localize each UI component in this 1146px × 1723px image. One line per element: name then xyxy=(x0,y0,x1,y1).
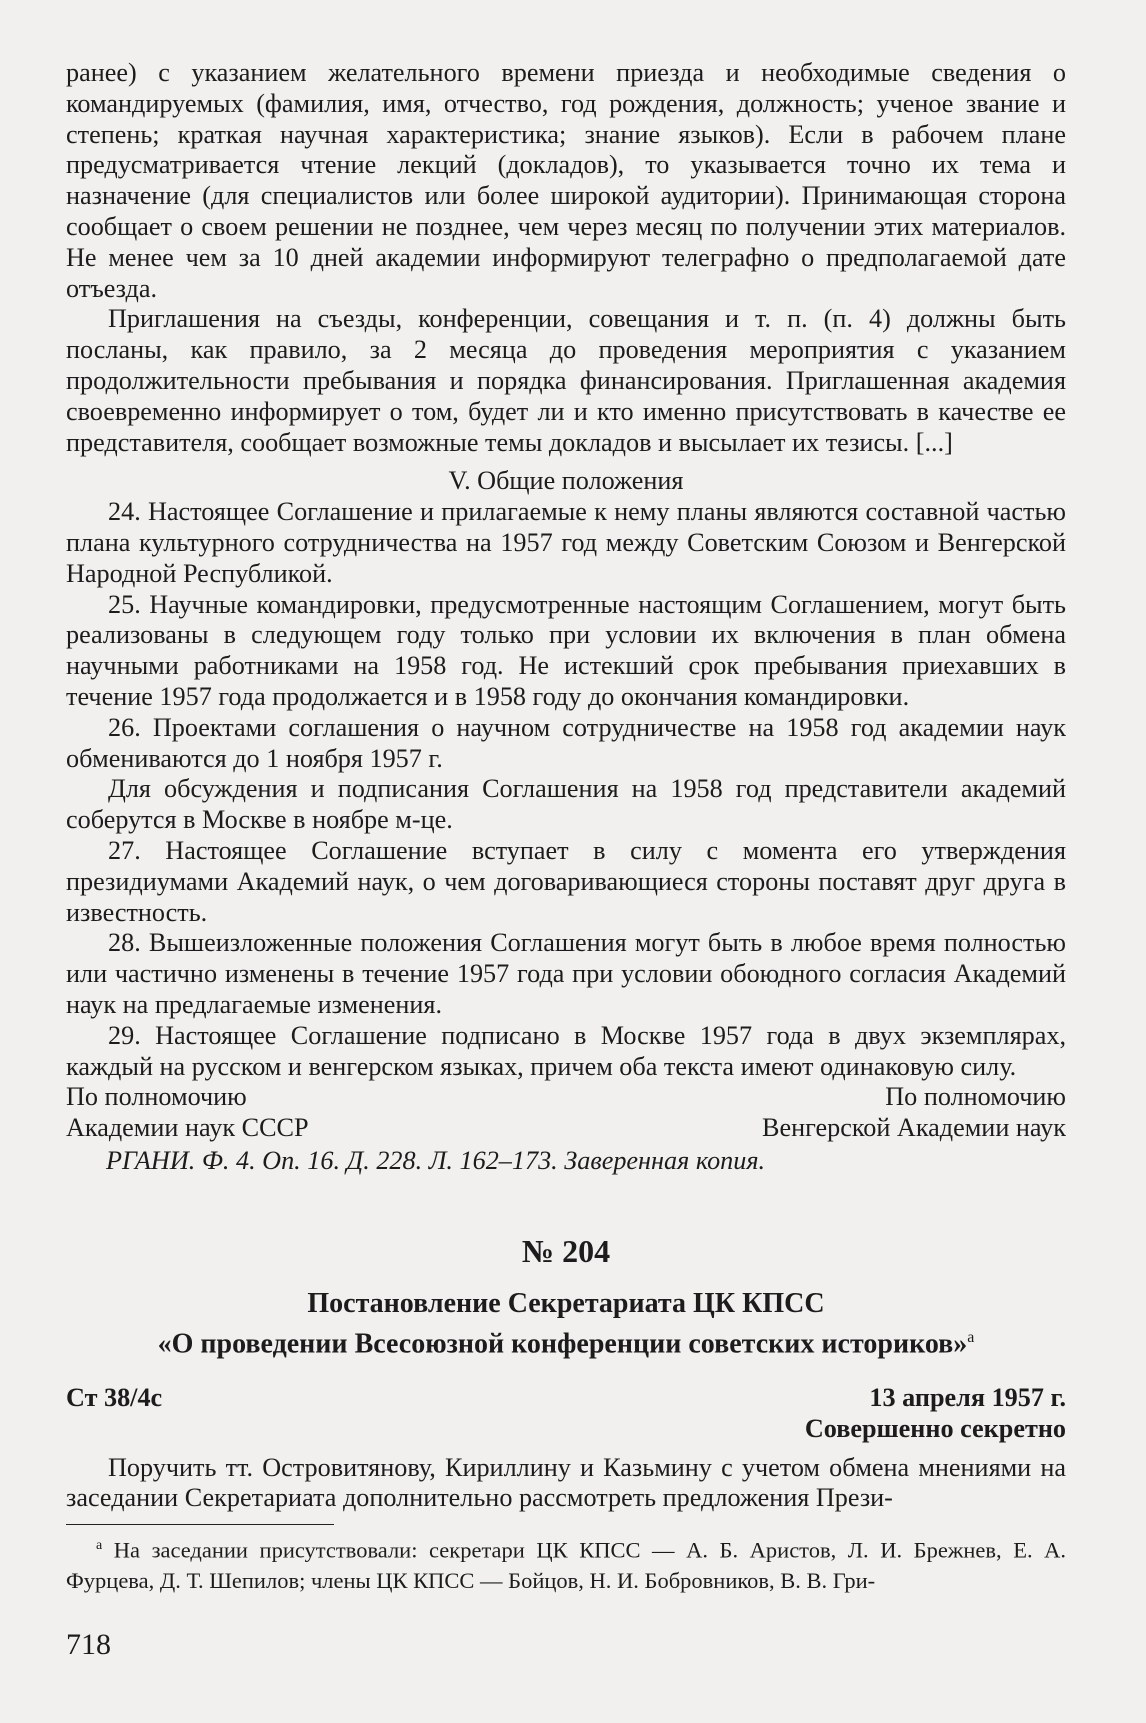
paragraph-24: 24. Настоящее Соглашение и прилагаемые к нему планы являются составной частью плана культурного сотрудничества на 1957 год между Советским Союзом и Венгерской Народной Республикой. xyxy=(66,497,1066,588)
paragraph-top-1: ранее) с указанием желательного времени приезда и необходимые сведения о командируемых (фамилия, имя, отчество, год рождения, должность; ученое звание и степень; краткая научная характеристика; знание языков). Если в рабочем плане предусматривается чтение лекций (докладов), то указывается точно их тема и назначение (для специалистов или более широкой аудитории). Принимающая сторона сообщает о своем решении не позднее, чем через месяц по получении этих материалов. Не менее чем за 10 дней академии информируют телеграфно о предполагаемой дате отъезда. xyxy=(66,58,1066,303)
paragraph-27: 27. Настоящее Соглашение вступает в силу с момента его утверждения президиумами Академий наук, о чем договаривающиеся стороны поставят друг друга в известность. xyxy=(66,835,1066,927)
footnote-text: На заседании присутствовали: секретари ЦК КПСС — А. Б. Аристов, Л. И. Брежнев, Е. А. Фурцева, Д. Т. Шепилов; члены ЦК КПСС — Бойцов, Н. И. Бобровников, В. В. Гри- xyxy=(66,1537,1066,1593)
paragraph-28: 28. Вышеизложенные положения Соглашения могут быть в любое время полностью или частично изменены в течение 1957 года при условии обоюдного согласия Академий наук на предлагаемые изменения. xyxy=(66,928,1066,1019)
paragraph-top-2: Приглашения на съезды, конференции, совещания и т. п. (п. 4) должны быть посланы, как правило, за 2 месяца до проведения мероприятия с указанием продолжительности пребывания и порядка финансирования. Приглашенная академия своевременно информирует о том, будет ли и кто именно присутствовать в качестве ее представителя, сообщает возможные темы докладов и высылает их тезисы. [...] xyxy=(66,304,1066,457)
document-title-footnote-mark: а xyxy=(967,1328,975,1346)
document-number: № 204 xyxy=(521,1232,611,1269)
document-code: Ст 38/4с xyxy=(66,1383,163,1413)
footnote-divider xyxy=(66,1524,334,1525)
section-heading: V. Общие положения xyxy=(448,466,684,496)
signature-right xyxy=(762,1082,1066,1144)
document-date: 13 апреля 1957 г. xyxy=(869,1383,1066,1413)
signature-right-line2: Венгерской Академии наук xyxy=(762,1113,1066,1143)
document-title-line1: Постановление Секретариата ЦК КПСС xyxy=(307,1287,825,1319)
classification-stamp: Совершенно секретно xyxy=(804,1413,1066,1443)
footnote xyxy=(66,1531,1066,1596)
signature-right-line1: По полномочию xyxy=(885,1082,1066,1112)
document-title xyxy=(66,1287,1066,1361)
document-title-line2 xyxy=(66,1321,1066,1361)
signature-left-line2: Академии наук СССР xyxy=(66,1113,309,1143)
paragraph-25: 25. Научные командировки, предусмотренные настоящим Соглашением, могут быть реализованы в следующем году только при условии их включения в план обмена научными работниками на 1958 год. Не истекший срок пребывания приехавших в течение 1957 года продолжается и в 1958 году до окончания командировки. xyxy=(66,589,1066,711)
signature-left-line1: По полномочию xyxy=(66,1082,247,1112)
page-number: 718 xyxy=(66,1627,111,1661)
paragraph-29: 29. Настоящее Соглашение подписано в Москве 1957 года в двух экземплярах, каждый на русском и венгерском языках, причем оба текста имеют одинаковую силу. xyxy=(66,1020,1066,1081)
document-body: Поручить тт. Островитянову, Кириллину и Казьмину с учетом обмена мнениями на заседании Секретариата дополнительно рассмотреть предложения Прези- xyxy=(66,1452,1066,1513)
paragraph-26: 26. Проектами соглашения о научном сотрудничестве на 1958 год академии наук обмениваются до 1 ноября 1957 г. xyxy=(66,712,1066,773)
footnote-mark: а xyxy=(96,1538,103,1554)
archive-source: РГАНИ. Ф. 4. Оп. 16. Д. 228. Л. 162–173. Заверенная копия. xyxy=(106,1145,766,1175)
document-meta xyxy=(66,1383,1066,1414)
document-title-line2-text: «О проведении Всесоюзной конференции советских историков» xyxy=(157,1328,968,1360)
signature-block xyxy=(66,1082,1066,1144)
paragraph-26-cont: Для обсуждения и подписания Соглашения на 1958 год представители академий соберутся в Москве в ноябре м-це. xyxy=(66,774,1066,835)
signature-left xyxy=(66,1082,309,1144)
